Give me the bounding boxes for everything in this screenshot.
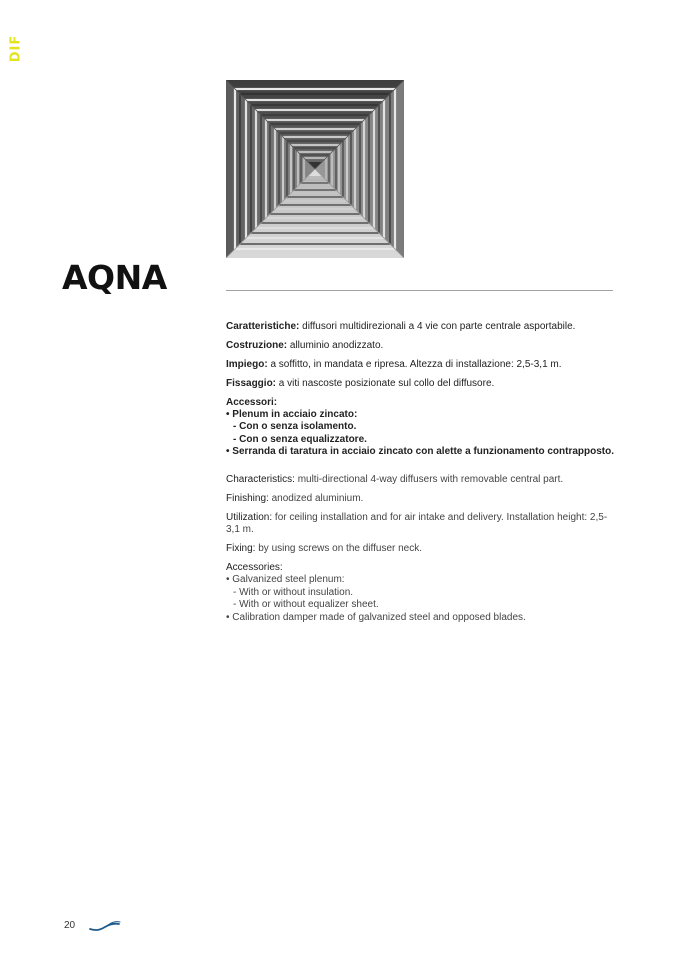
en-fixing xyxy=(226,543,616,555)
wave-logo-icon xyxy=(88,918,122,934)
en-fixing-label: Fixing: xyxy=(226,543,256,555)
en-finishing-text: anodized aluminium. xyxy=(271,492,364,504)
en-fixing-text: by using screws on the diffuser neck. xyxy=(258,543,423,555)
it-characteristics xyxy=(226,321,616,333)
en-finishing-label: Finishing: xyxy=(226,492,269,504)
list-item: • Plenum in acciaio zincato: xyxy=(226,409,616,421)
list-item: • Calibration damper made of galvanized steel and opposed blades. xyxy=(226,612,616,624)
it-accessories-label: Accessori: xyxy=(226,396,278,408)
en-utilization-text: for ceiling installation and for air intake and delivery. Installation height: 2,5-3,1 m. xyxy=(226,511,608,536)
product-image xyxy=(226,80,404,258)
en-characteristics xyxy=(226,474,616,486)
it-construction-label: Costruzione: xyxy=(226,339,288,351)
en-characteristics-label: Characteristics: xyxy=(226,474,295,485)
section-tab-label: DIF xyxy=(8,34,24,62)
en-utilization xyxy=(226,512,616,537)
english-description xyxy=(226,474,616,624)
diffuser-photo-icon xyxy=(226,80,404,258)
italian-description xyxy=(226,321,616,459)
divider xyxy=(226,290,613,291)
list-item: • Serranda di taratura in acciaio zincato con alette a funzionamento contrapposto. xyxy=(226,446,616,458)
it-fixing-text: a viti nascoste posizionate sul collo del diffusore. xyxy=(278,377,495,389)
it-use xyxy=(226,359,616,371)
section-tab xyxy=(6,32,26,64)
it-accessories-list xyxy=(226,409,616,459)
list-item: - With or without insulation. xyxy=(226,587,616,599)
it-construction-text: alluminio anodizzato. xyxy=(289,339,384,351)
it-construction xyxy=(226,340,616,352)
page-number: 20 xyxy=(64,920,76,931)
it-fixing-label: Fissaggio: xyxy=(226,377,277,389)
it-characteristics-text: diffusori multidirezionali a 4 vie con parte centrale asportabile. xyxy=(302,321,576,332)
it-fixing xyxy=(226,378,616,390)
it-use-text: a soffitto, in mandata e ripresa. Altezza di installazione: 2,5-3,1 m. xyxy=(270,358,562,370)
list-item: - Con o senza isolamento. xyxy=(226,421,616,433)
en-characteristics-text: multi-directional 4-way diffusers with removable central part. xyxy=(297,474,564,485)
product-title: AQNA xyxy=(62,258,167,297)
en-utilization-label: Utilization: xyxy=(226,511,273,523)
list-item: • Galvanized steel plenum: xyxy=(226,574,616,586)
it-characteristics-label: Caratteristiche: xyxy=(226,321,300,332)
en-accessories-list xyxy=(226,574,616,624)
it-use-label: Impiego: xyxy=(226,358,268,370)
en-finishing xyxy=(226,493,616,505)
en-accessories-label: Accessories: xyxy=(226,562,283,574)
list-item: - With or without equalizer sheet. xyxy=(226,599,616,611)
list-item: - Con o senza equalizzatore. xyxy=(226,434,616,446)
